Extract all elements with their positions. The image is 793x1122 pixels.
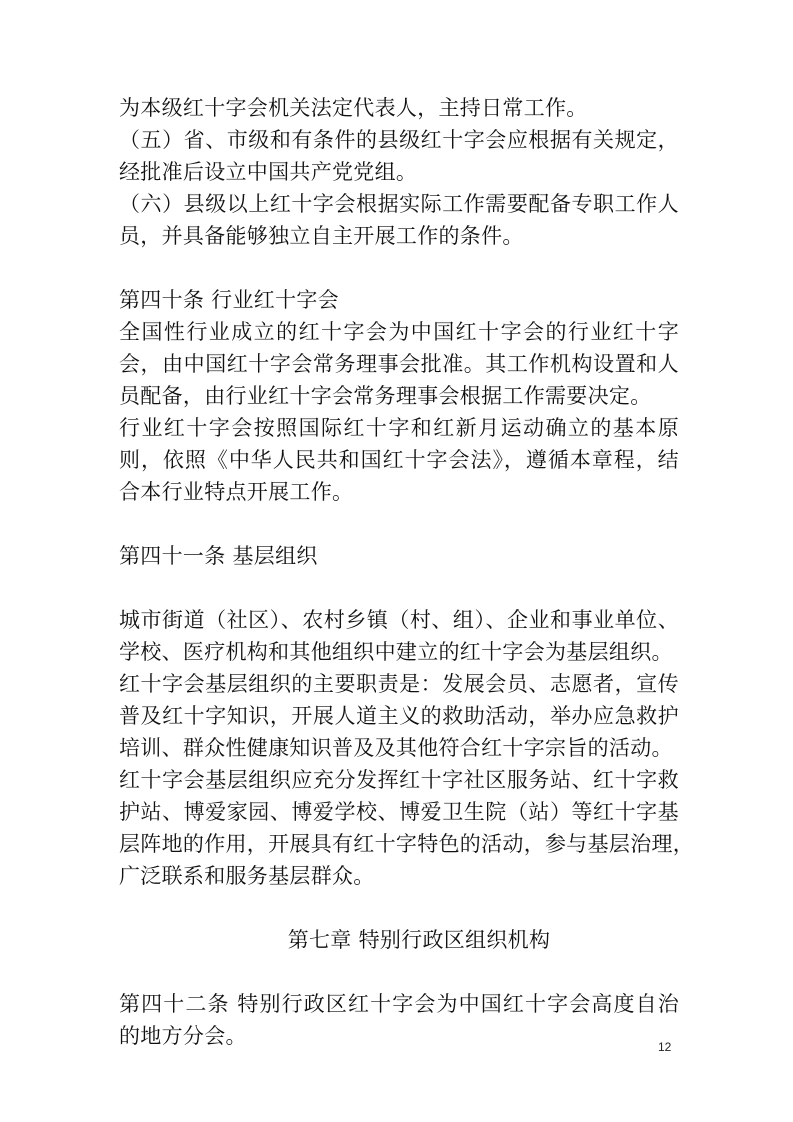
paragraph-gap: [119, 508, 679, 540]
paragraph-gap: [119, 252, 679, 284]
text-line: 全国性行业成立的红十字会为中国红十字会的行业红十字: [119, 320, 679, 344]
text-line: 员，并具备能够独立自主开展工作的条件。: [119, 224, 524, 248]
text-line: 则，依照《中华人民共和国红十字会法》，遵循本章程，结: [119, 448, 679, 472]
document-page: [119, 92, 695, 1052]
paragraph-gap: [119, 572, 679, 604]
text-line: （六）县级以上红十字会根据实际工作需要配备专职工作人: [119, 192, 679, 216]
text-line: 为本级红十字会机关法定代表人，主持日常工作。: [119, 96, 588, 120]
text-line: 红十字会基层组织的主要职责是：发展会员、志愿者，宣传: [119, 672, 679, 696]
paragraph-gap: [119, 956, 679, 988]
text-line: 经批准后设立中国共产党党组。: [119, 160, 418, 184]
text-line: 普及红十字知识，开展人道主义的救助活动，举办应急救护: [119, 704, 679, 728]
text-line: 第四十二条 特别行政区红十字会为中国红十字会高度自治: [119, 992, 679, 1016]
text-line: （五）省、市级和有条件的县级红十字会应根据有关规定，: [119, 128, 679, 152]
page-number: 12: [658, 1040, 672, 1054]
chapter-heading: 第七章 特别行政区组织机构: [287, 928, 551, 952]
paragraph-gap: [119, 892, 679, 924]
text-line: 培训、群众性健康知识普及及其他符合红十字宗旨的活动。: [119, 736, 673, 760]
text-line: 护站、博爱家园、博爱学校、博爱卫生院（站）等红十字基: [119, 800, 679, 824]
text-line: 会，由中国红十字会常务理事会批准。其工作机构设置和人: [119, 352, 679, 376]
article-heading: 第四十一条 基层组织: [119, 544, 318, 568]
text-line: 城市街道（社区）、农村乡镇（村、组）、企业和事业单位、: [119, 608, 679, 632]
text-line: 合本行业特点开展工作。: [119, 480, 354, 504]
text-line: 员配备，由行业红十字会常务理事会根据工作需要决定。: [119, 384, 652, 408]
text-line: 广泛联系和服务基层群众。: [119, 864, 375, 888]
text-line: 行业红十字会按照国际红十字和红新月运动确立的基本原: [119, 416, 679, 440]
text-line: 层阵地的作用，开展具有红十字特色的活动，参与基层治理，: [119, 832, 695, 856]
text-line: 红十字会基层组织应充分发挥红十字社区服务站、红十字救: [119, 768, 679, 792]
text-line: 学校、医疗机构和其他组织中建立的红十字会为基层组织。: [119, 640, 673, 664]
text-line: 的地方分会。: [119, 1024, 247, 1048]
article-heading: 第四十条 行业红十字会: [119, 288, 339, 312]
